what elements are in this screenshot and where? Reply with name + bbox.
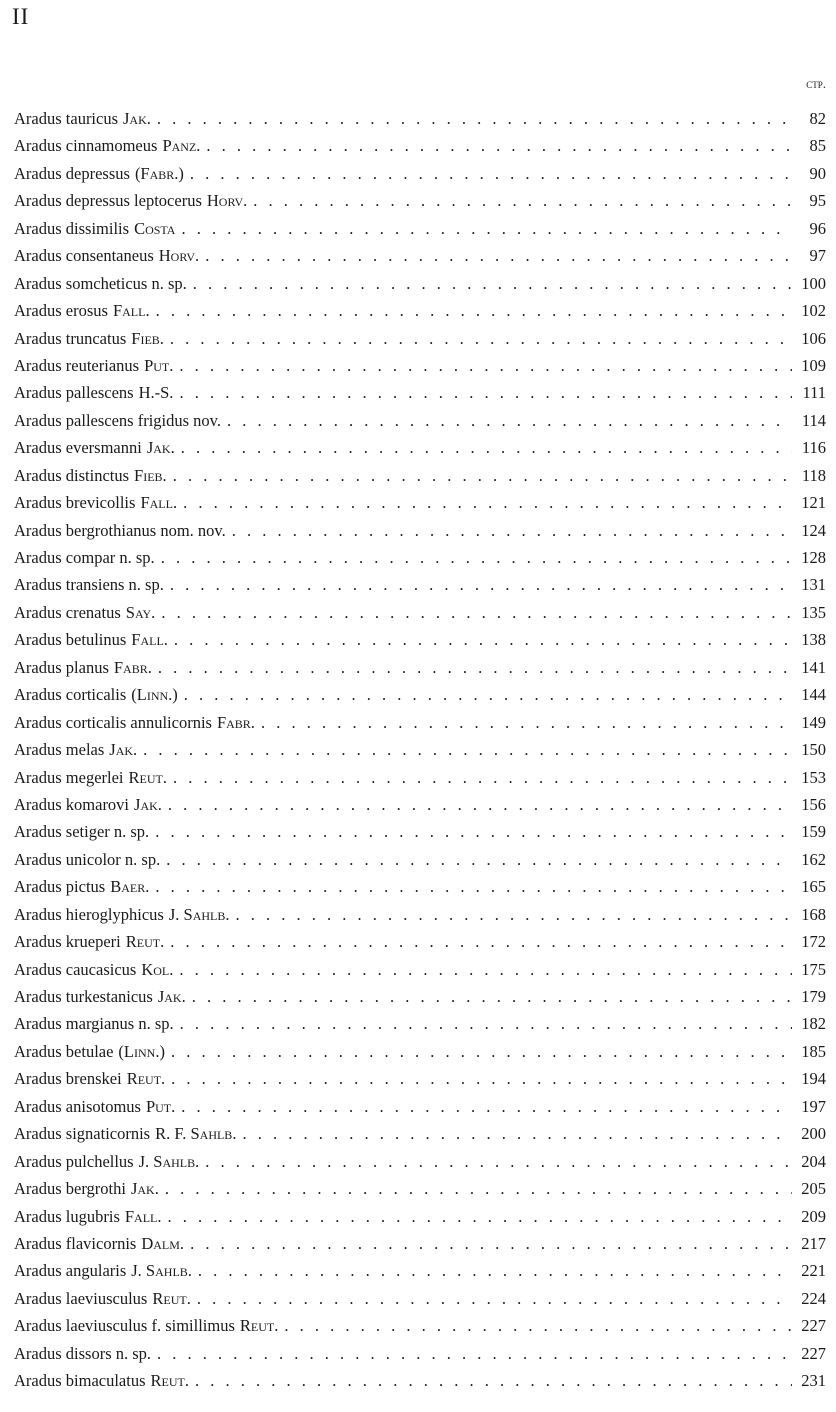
dot-leader <box>165 1179 792 1199</box>
toc-entry <box>14 795 826 822</box>
species-name: Aradus depressus <box>14 163 130 183</box>
toc-entry <box>14 1289 826 1316</box>
toc-entry <box>14 136 826 163</box>
species-name: Aradus tauricus <box>14 109 119 128</box>
page-reference: 95 <box>809 191 826 211</box>
toc-entry <box>14 850 826 877</box>
page-reference: 149 <box>801 712 826 732</box>
species-author: Kol. <box>141 959 174 979</box>
dot-leader <box>181 1097 792 1117</box>
toc-entry <box>14 768 826 795</box>
species-author: Reut. <box>239 1316 279 1336</box>
page-reference: 96 <box>809 218 826 238</box>
species-name: Aradus pallescens frigidus nov. <box>14 410 221 430</box>
page-reference: 150 <box>801 740 826 760</box>
species-name: Aradus truncatus <box>14 328 127 348</box>
page-reference: 227 <box>801 1343 826 1363</box>
page-reference: 179 <box>801 987 826 1006</box>
toc-entry <box>14 191 826 218</box>
species-name: Aradus depressus leptocerus <box>14 191 202 211</box>
toc-entry <box>14 905 826 932</box>
toc-entry <box>14 960 826 987</box>
toc-entry <box>14 1179 826 1206</box>
page-reference: 144 <box>801 685 826 705</box>
species-name: Aradus signaticornis <box>14 1124 151 1144</box>
toc-entry <box>14 274 826 301</box>
species-name: Aradus turkestanicus <box>14 987 153 1006</box>
species-author: Fall. <box>140 493 178 513</box>
dot-leader <box>284 1316 792 1336</box>
species-author: Reut. <box>150 1371 189 1391</box>
page-reference: 124 <box>801 520 826 540</box>
species-name: Aradus transiens n. sp. <box>14 575 164 595</box>
species-name: Aradus pulchellus <box>14 1151 134 1171</box>
page-reference: 85 <box>809 136 826 156</box>
toc-entry <box>14 438 826 465</box>
table-of-contents <box>14 109 826 1399</box>
species-author: H.-S. <box>138 383 174 403</box>
dot-leader <box>170 329 792 349</box>
toc-entry <box>14 383 826 410</box>
dot-leader <box>184 685 792 705</box>
toc-entry <box>14 466 826 493</box>
species-name: Aradus megerlei <box>14 767 124 787</box>
toc-entry <box>14 740 826 767</box>
species-name: Aradus bergrothi <box>14 1179 126 1199</box>
species-author: Jak. <box>146 438 175 458</box>
page-reference: 231 <box>801 1371 826 1391</box>
page-reference: 197 <box>801 1096 826 1116</box>
toc-entry <box>14 685 826 712</box>
species-name: Aradus consentaneus <box>14 246 154 266</box>
dot-leader <box>166 850 792 870</box>
dot-leader <box>198 1261 792 1281</box>
dot-leader <box>170 575 792 595</box>
species-name: Aradus unicolor n. sp. <box>14 849 161 869</box>
page-reference: 90 <box>809 163 826 183</box>
species-name: Aradus laeviusculus <box>14 1288 148 1308</box>
page-reference: 194 <box>801 1069 826 1089</box>
dot-leader <box>179 356 792 376</box>
species-name: Aradus setiger n. sp. <box>14 822 150 842</box>
dot-leader <box>155 877 792 897</box>
page-column-header: стр. <box>806 76 826 91</box>
dot-leader <box>157 1344 792 1364</box>
dot-leader <box>143 740 792 760</box>
species-name: Aradus pictus <box>14 877 106 897</box>
dot-leader <box>174 630 792 650</box>
species-author: Reut. <box>126 1069 166 1089</box>
dot-leader <box>236 905 793 925</box>
page-reference: 138 <box>801 630 826 650</box>
page-reference: 100 <box>801 273 826 293</box>
species-author: Horv. <box>158 246 200 266</box>
dot-leader <box>205 246 792 266</box>
page-reference: 118 <box>801 465 826 485</box>
species-name: Aradus bergrothianus nom. nov. <box>14 520 226 540</box>
species-author: Fieb. <box>134 465 167 485</box>
species-author: Jak. <box>109 740 138 760</box>
page-reference: 97 <box>809 246 826 266</box>
toc-entry <box>14 301 826 328</box>
species-author: Jak. <box>134 794 162 814</box>
toc-entry <box>14 877 826 904</box>
species-name: Aradus bimaculatus <box>14 1371 146 1391</box>
dot-leader <box>205 1152 792 1172</box>
species-author: Baer. <box>110 877 150 897</box>
species-author: Put. <box>145 1096 176 1116</box>
dot-leader <box>173 768 792 788</box>
species-name: Aradus distinctus <box>14 465 130 485</box>
dot-leader <box>168 1207 792 1227</box>
species-name: Aradus laeviusculus f. simillimus <box>14 1316 235 1336</box>
page-reference: 217 <box>801 1233 826 1253</box>
species-name: Aradus brenskei <box>14 1069 122 1089</box>
species-name: Aradus pallescens <box>14 383 134 403</box>
page-reference: 182 <box>801 1014 826 1034</box>
page-reference: 153 <box>801 767 826 787</box>
page-reference: 106 <box>801 328 826 348</box>
dot-leader <box>181 438 792 458</box>
species-author: Say. <box>125 602 156 622</box>
toc-entry <box>14 411 826 438</box>
page-reference: 102 <box>801 301 826 321</box>
species-name: Aradus compar n. sp. <box>14 548 155 567</box>
dot-leader <box>190 1234 792 1254</box>
toc-entry <box>14 109 826 136</box>
toc-entry <box>14 1042 826 1069</box>
page-reference: 185 <box>801 1041 826 1061</box>
species-author: Fabr. <box>113 657 152 677</box>
page-reference: 209 <box>801 1206 826 1226</box>
toc-entry <box>14 329 826 356</box>
dot-leader <box>180 1014 792 1034</box>
page-reference: 204 <box>801 1151 826 1171</box>
page-reference: 116 <box>801 438 826 458</box>
species-name: Aradus caucasicus <box>14 959 137 979</box>
species-author: Fall. <box>124 1206 162 1226</box>
toc-entry <box>14 1014 826 1041</box>
species-author: Jak. <box>123 109 151 128</box>
toc-entry <box>14 932 826 959</box>
page-reference: 200 <box>801 1124 826 1144</box>
species-author: (Fabr.) <box>134 163 184 183</box>
species-author: Dalm. <box>141 1233 185 1253</box>
dot-leader <box>179 383 792 403</box>
toc-entry <box>14 1097 826 1124</box>
species-name: Aradus hieroglyphicus <box>14 904 164 924</box>
toc-entry <box>14 356 826 383</box>
dot-leader <box>173 466 792 486</box>
page-reference: 221 <box>801 1261 826 1281</box>
page-reference: 162 <box>801 849 826 869</box>
dot-leader <box>170 932 792 952</box>
toc-entry <box>14 658 826 685</box>
page-reference: 111 <box>802 383 826 403</box>
dot-leader <box>181 219 792 239</box>
species-author: Horv. <box>206 191 248 211</box>
dot-leader <box>206 136 792 156</box>
species-name: Aradus komarovi <box>14 794 130 814</box>
species-name: Aradus somcheticus n. sp. <box>14 273 187 293</box>
toc-entry <box>14 822 826 849</box>
toc-entry <box>14 1234 826 1261</box>
species-name: Aradus angularis <box>14 1261 127 1281</box>
toc-entry <box>14 1316 826 1343</box>
toc-entry <box>14 219 826 246</box>
toc-entry <box>14 1344 826 1371</box>
species-name: Aradus dissors n. sp. <box>14 1343 152 1363</box>
species-author: Reut. <box>152 1288 191 1308</box>
species-name: Aradus corticalis annulicornis <box>14 712 212 732</box>
page-reference: 159 <box>801 822 826 842</box>
dot-leader <box>197 1289 792 1309</box>
species-name: Aradus betulae <box>14 1041 114 1061</box>
species-author: R. F. Sahlb. <box>155 1124 237 1144</box>
species-name: Aradus planus <box>14 657 109 677</box>
toc-entry <box>14 1371 826 1398</box>
dot-leader <box>193 274 792 294</box>
toc-entry <box>14 521 826 548</box>
dot-leader <box>161 548 792 568</box>
dot-leader <box>157 109 792 129</box>
species-name: Aradus krueperi <box>14 932 121 952</box>
dot-leader <box>232 521 792 541</box>
toc-entry <box>14 1152 826 1179</box>
species-name: Aradus corticalis <box>14 685 127 705</box>
dot-leader <box>171 1069 792 1089</box>
species-author: Jak. <box>130 1179 159 1199</box>
dot-leader <box>190 164 792 184</box>
page-reference: 165 <box>801 877 826 897</box>
species-author: J. Sahlb. <box>168 904 230 924</box>
species-author: Reut. <box>125 932 165 952</box>
toc-entry <box>14 493 826 520</box>
toc-entry <box>14 713 826 740</box>
page-reference: 82 <box>809 109 826 128</box>
page-reference: 141 <box>801 657 826 677</box>
species-name: Aradus margianus n. sp. <box>14 1014 174 1034</box>
dot-leader <box>161 603 792 623</box>
species-name: Aradus flavicornis <box>14 1233 137 1253</box>
page-reference: 128 <box>801 548 826 567</box>
dot-leader <box>192 987 792 1007</box>
toc-entry <box>14 548 826 575</box>
toc-entry <box>14 246 826 273</box>
dot-leader <box>253 191 792 211</box>
page-reference: 175 <box>801 959 826 979</box>
dot-leader <box>261 713 792 733</box>
page-reference: 156 <box>801 794 826 814</box>
page-reference: 205 <box>801 1179 826 1199</box>
dot-leader <box>183 493 792 513</box>
species-name: Aradus lugubris <box>14 1206 120 1226</box>
species-author: Reut. <box>128 767 167 787</box>
species-author: J. Sahlb. <box>131 1261 192 1281</box>
page-reference: 227 <box>801 1316 826 1336</box>
dot-leader <box>156 301 792 321</box>
species-name: Aradus anisotomus <box>14 1096 141 1116</box>
species-author: Fabr. <box>216 712 255 732</box>
dot-leader <box>171 1042 792 1062</box>
dot-leader <box>195 1371 792 1391</box>
page-reference: 172 <box>801 932 826 952</box>
dot-leader <box>179 960 792 980</box>
page-reference: 135 <box>801 602 826 622</box>
page-number: II <box>12 4 30 29</box>
species-name: Aradus cinnamomeus <box>14 136 158 156</box>
toc-entry <box>14 987 826 1014</box>
page-reference: 168 <box>801 904 826 924</box>
species-author: Put. <box>144 355 174 375</box>
dot-leader <box>227 411 792 431</box>
species-author: Costa <box>134 218 176 238</box>
species-author: Jak. <box>157 987 186 1006</box>
page-reference: 121 <box>801 493 826 513</box>
dot-leader <box>158 658 792 678</box>
species-name: Aradus dissimilis <box>14 218 130 238</box>
page-reference: 224 <box>801 1288 826 1308</box>
toc-entry <box>14 164 826 191</box>
toc-entry <box>14 575 826 602</box>
species-author: (Linn.) <box>118 1041 165 1061</box>
page-reference: 131 <box>801 575 826 595</box>
toc-entry <box>14 603 826 630</box>
species-name: Aradus eversmanni <box>14 438 142 458</box>
species-author: (Linn.) <box>131 685 178 705</box>
dot-leader <box>155 822 792 842</box>
species-author: Fall. <box>131 630 168 650</box>
page-reference: 114 <box>801 410 826 430</box>
species-name: Aradus erosus <box>14 301 108 321</box>
toc-entry <box>14 1207 826 1234</box>
species-author: J. Sahlb. <box>138 1151 200 1171</box>
page-reference: 109 <box>801 355 826 375</box>
toc-entry <box>14 1069 826 1096</box>
species-author: Fieb. <box>131 328 164 348</box>
species-name: Aradus betulinus <box>14 630 127 650</box>
toc-entry <box>14 1261 826 1288</box>
toc-entry <box>14 630 826 657</box>
species-author: Fall. <box>112 301 150 321</box>
species-name: Aradus brevicollis <box>14 493 136 513</box>
species-author: Panz. <box>162 136 201 156</box>
species-name: Aradus melas <box>14 740 105 760</box>
species-name: Aradus reuterianus <box>14 355 140 375</box>
dot-leader <box>242 1124 792 1144</box>
toc-entry <box>14 1124 826 1151</box>
dot-leader <box>168 795 792 815</box>
species-name: Aradus crenatus <box>14 602 121 622</box>
